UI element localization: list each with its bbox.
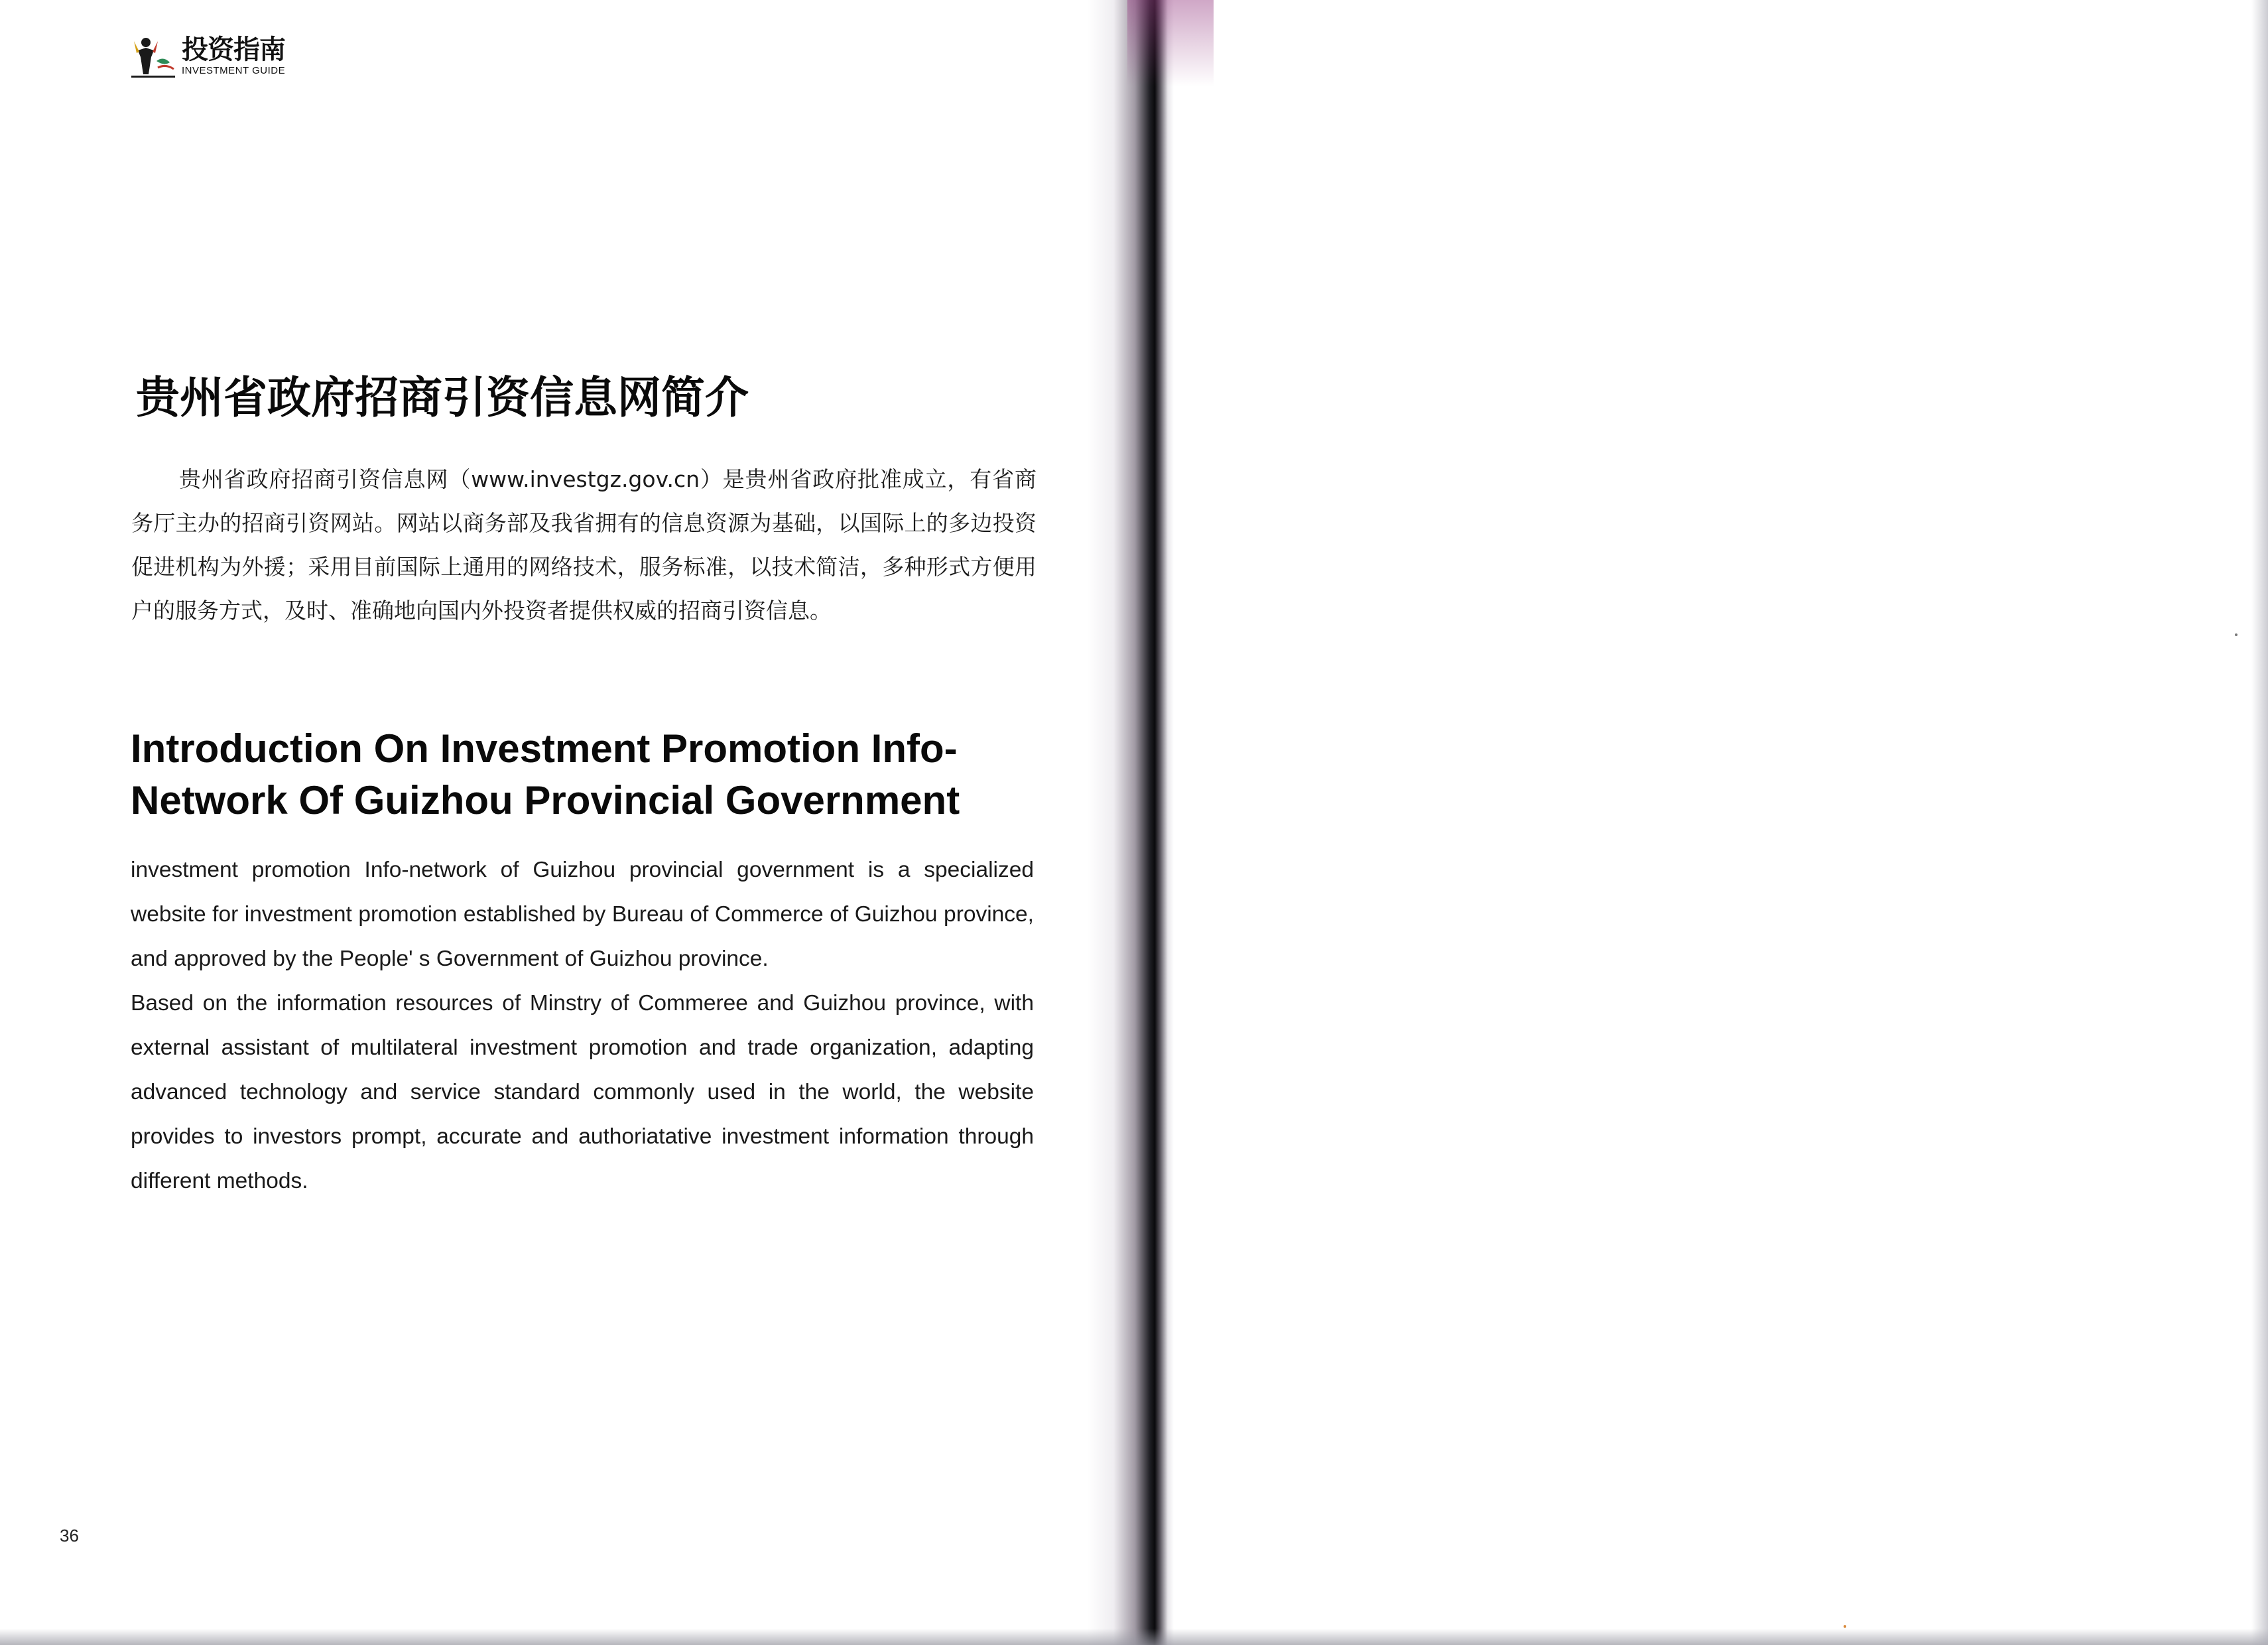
logo-title-zh: 投资指南 [182, 34, 285, 65]
bottom-page-edge [0, 1628, 2268, 1645]
body-english [131, 848, 1034, 1203]
paper-speck [1844, 1625, 1846, 1628]
body-english-paragraph-2: Based on the information resources of Minstry of Commeree and Guizhou province, with external assistant of multilateral investment promotion and trade organization, adapting advanced technology and service standard commonly used in the world, the website provides to investors prompt, accurate and authoriatative investment information through different methods. [131, 991, 1034, 1193]
book-spine-shadow [1088, 0, 1174, 1645]
spine-top-tint [1127, 0, 1214, 86]
right-page-edge [2251, 0, 2268, 1645]
body-chinese: 贵州省政府招商引资信息网（www.investgz.gov.cn）是贵州省政府批准成立，有省商务厅主办的招商引资网站。网站以商务部及我省拥有的信息资源为基础，以国际上的多边投资促进机构为外援；采用目前国际上通用的网络技术，服务标准，以技术简洁，多种形式方便用户的服务方式，及时、准确地向国内外投资者提供权威的招商引资信息。 [131, 466, 1037, 624]
investment-guide-logo-icon [131, 34, 178, 80]
logo-title-en: INVESTMENT GUIDE [182, 65, 286, 76]
title-chinese: 贵州省政府招商引资信息网简介 [136, 372, 749, 423]
left-page [0, 0, 1127, 1645]
logo-text [182, 34, 285, 77]
title-english: Introduction On Investment Promotion Info-Network Of Guizhou Provincial Government [131, 726, 960, 822]
header-logo [131, 34, 285, 81]
page-number: 36 [60, 1526, 79, 1546]
paper-speck [2235, 633, 2237, 636]
right-page-blank [1151, 0, 2268, 1645]
body-english-paragraph-1: investment promotion Info-network of Guizhou provincial government is a specialized website for investment promotion established by Bureau of Commerce of Guizhou province, and approved by the People' s Government of Guizhou province. [131, 858, 1034, 971]
